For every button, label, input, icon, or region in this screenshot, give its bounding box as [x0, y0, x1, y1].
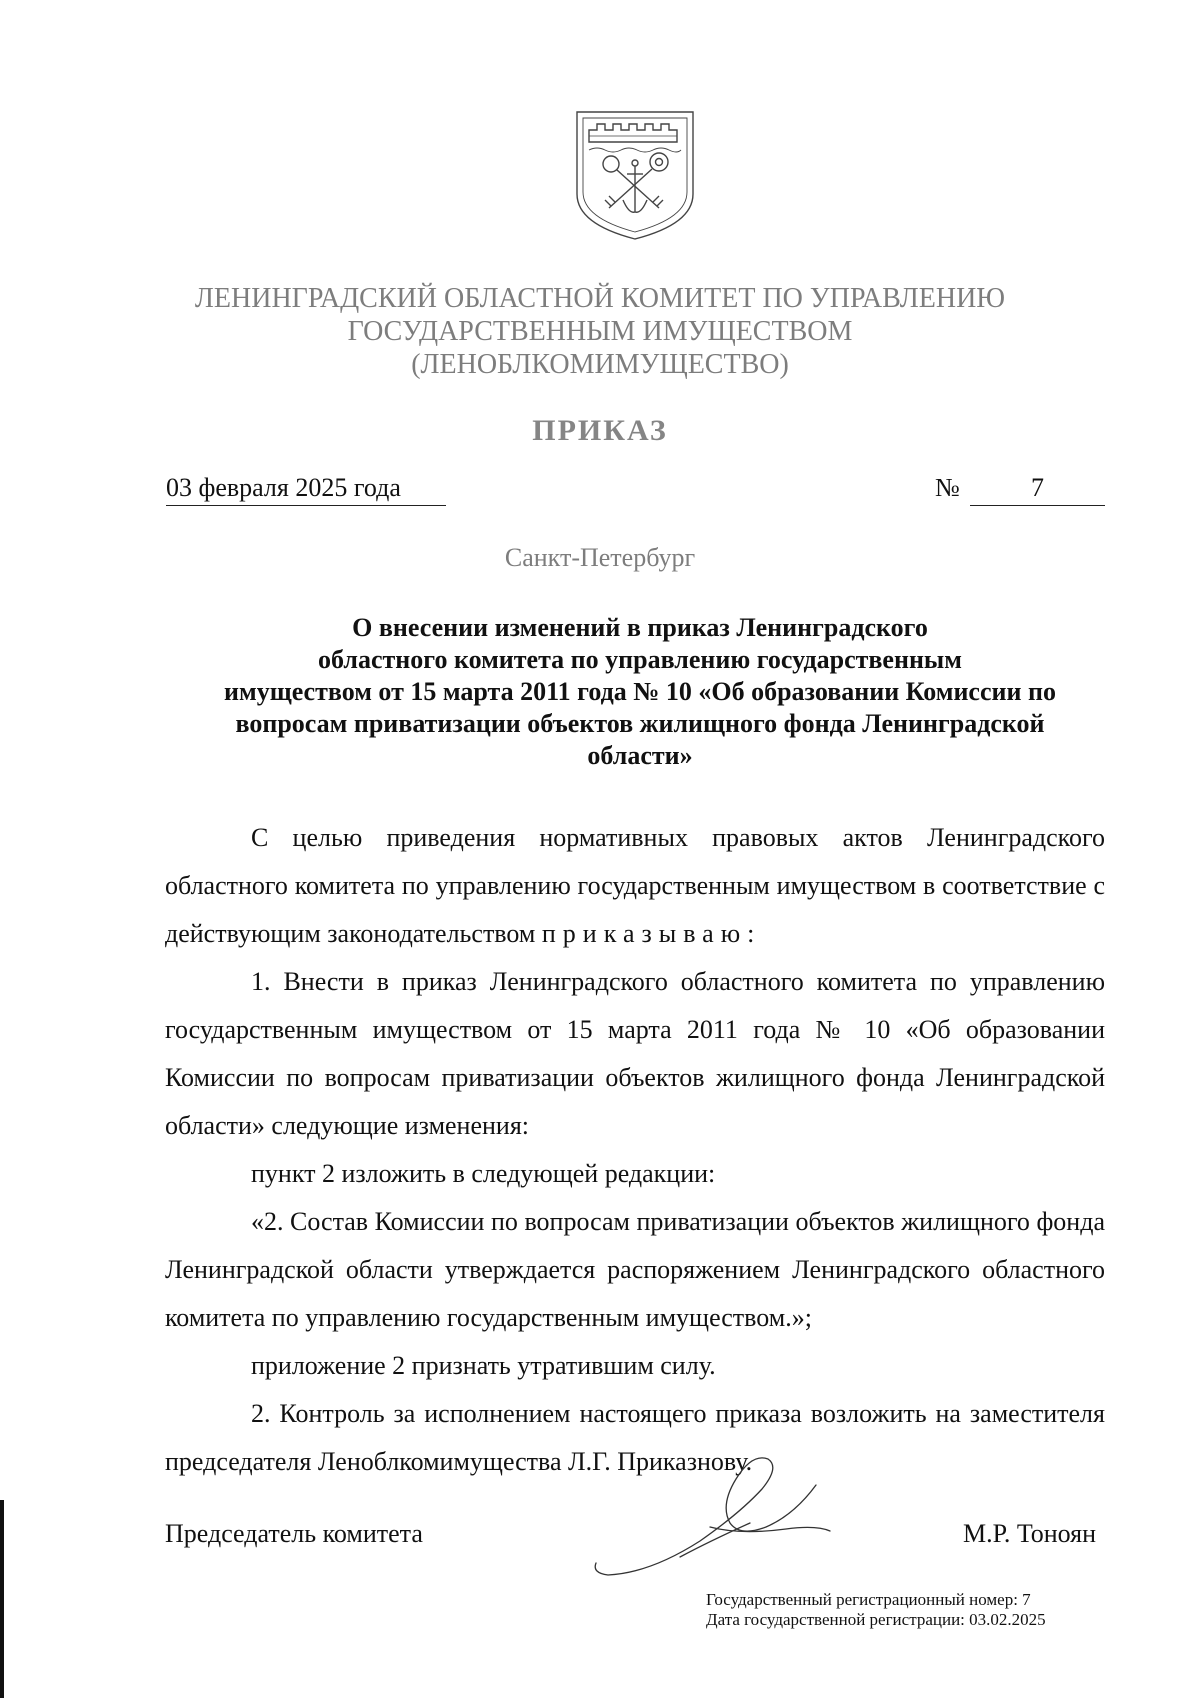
signature-image — [590, 1445, 860, 1590]
document-type: ПРИКАЗ — [532, 414, 668, 447]
intro-text: С целью приведения нормативных правовых актов Ленинградского областного комитета по управлению государственным имуществом в соответствие с действующим законодательством — [165, 823, 1105, 948]
document-title — [165, 612, 1115, 772]
intro-action: приказываю: — [541, 919, 762, 948]
document-body — [165, 814, 1105, 1486]
coat-of-arms-icon — [573, 108, 697, 242]
organization-abbreviation: (ЛЕНОБЛКОМИМУЩЕСТВО) — [411, 349, 789, 380]
registration-date: Дата государственной регистрации: 03.02.2025 — [706, 1610, 1046, 1629]
signer-role: Председатель комитета — [165, 1519, 423, 1548]
document-date: 03 февраля 2025 года — [166, 473, 446, 506]
organization-name-line-1: ЛЕНИНГРАДСКИЙ ОБЛАСТНОЙ КОМИТЕТ ПО УПРАВЛЕНИЮ — [194, 283, 1006, 314]
title-line: вопросам приватизации объектов жилищного фонда Ленинградской — [235, 709, 1045, 738]
item-1-quote: «2. Состав Комиссии по вопросам приватизации объектов жилищного фонда Ленинградской области утверждается распоряжением Ленинградского областного комитета по управлению государственным имуществом.»; — [165, 1207, 1105, 1332]
title-line: имуществом от 15 марта 2011 года № 10 «Об образовании Комиссии по — [224, 677, 1056, 706]
scan-edge-line — [0, 1500, 4, 1698]
intro-paragraph — [165, 814, 1105, 958]
document-number: 7 — [970, 473, 1105, 506]
signer-name: М.Р. Тоноян — [963, 1519, 1097, 1548]
organization-name-line-2: ГОСУДАРСТВЕННЫМ ИМУЩЕСТВОМ — [347, 316, 853, 347]
registration-number: Государственный регистрационный номер: 7 — [706, 1590, 1031, 1609]
item-1-subpoint-1: пункт 2 изложить в следующей редакции: — [251, 1159, 716, 1188]
item-1-paragraph: 1. Внести в приказ Ленинградского областного комитета по управлению государственным имуществом от 15 марта 2011 года № 10 «Об образовании Комиссии по вопросам приватизации объектов жилищного фонда Ленинградской области» следующие изменения: — [165, 967, 1105, 1140]
title-line: областного комитета по управлению государственным — [318, 645, 962, 674]
registration-info — [706, 1590, 1046, 1630]
city: Санкт-Петербург — [504, 543, 696, 572]
title-line: области» — [587, 741, 693, 770]
item-2-paragraph: 2. Контроль за исполнением настоящего приказа возложить на заместителя председателя Леноблкомимущества Л.Г. Приказнову. — [165, 1399, 1105, 1476]
title-line: О внесении изменений в приказ Ленинградского — [352, 613, 928, 642]
item-1-subpoint-2: приложение 2 признать утратившим силу. — [251, 1351, 716, 1380]
number-label: № — [935, 473, 960, 502]
